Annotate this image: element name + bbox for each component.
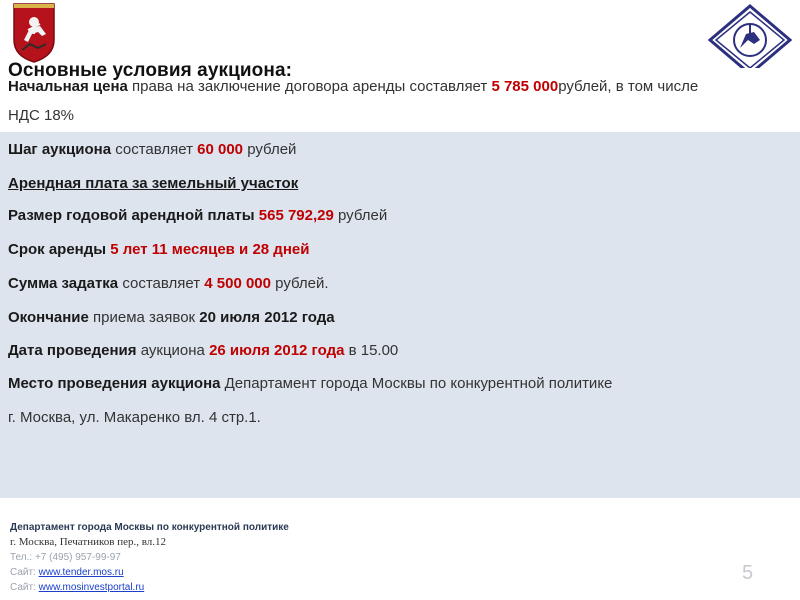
condition-venue-address: [8, 408, 261, 428]
auction-conditions-panel: [0, 68, 800, 438]
value-auction-date: 26 июля 2012 года: [209, 342, 345, 359]
text-vat: НДС 18%: [8, 107, 75, 124]
footer-phone: Тел.: +7 (495) 957-99-97: [10, 552, 121, 563]
footer-link-investportal[interactable]: www.mosinvestportal.ru: [38, 582, 145, 593]
text-auction-date: аукциона: [136, 342, 210, 359]
text-initial-price: права на заключение договора аренды составляет: [127, 78, 492, 95]
label-lease-term: Срок аренды: [8, 241, 107, 258]
label-venue: Место проведения аукциона: [8, 375, 221, 392]
text-deposit-suffix: рублей.: [271, 275, 329, 292]
condition-annual-rent: [8, 206, 387, 226]
value-auction-step: 60 000: [197, 141, 244, 158]
footer-site-2: [10, 580, 289, 595]
footer-site-1-prefix: Сайт:: [10, 567, 39, 578]
footer-contacts: [10, 520, 289, 595]
text-auction-step: составляет: [111, 141, 198, 158]
condition-lease-term: [8, 240, 309, 260]
page-number: 5: [742, 562, 754, 584]
text-venue-address: г. Москва, ул. Макаренко вл. 4 стр.1.: [8, 409, 261, 426]
condition-initial-price-vat: [8, 106, 74, 126]
condition-land-rent-heading: [8, 174, 298, 194]
footer-site-2-prefix: Сайт:: [10, 582, 39, 593]
condition-deposit: [8, 274, 329, 294]
text-initial-price-suffix: рублей, в том числе: [558, 78, 699, 95]
text-venue: Департамент города Москвы по конкурентной политике: [220, 375, 613, 392]
label-annual-rent: Размер годовой арендной платы: [8, 207, 255, 224]
footer-department: Департамент города Москвы по конкурентной политике: [10, 522, 289, 533]
text-deposit: составляет: [118, 275, 205, 292]
footer-link-tender[interactable]: www.tender.mos.ru: [38, 567, 124, 578]
footer-site-1: [10, 565, 289, 580]
condition-auction-date: [8, 341, 398, 361]
value-deposit: 4 500 000: [204, 275, 271, 292]
value-initial-price: 5 785 000: [491, 78, 559, 95]
label-land-rent: Арендная плата за земельный участок: [8, 175, 299, 192]
footer-address: г. Москва, Печатников пер., вл.12: [10, 536, 167, 548]
text-auction-time: в 15.00: [344, 342, 399, 359]
condition-auction-venue: [8, 374, 612, 394]
label-deadline: Окончание: [8, 309, 89, 326]
label-initial-price: Начальная цена: [8, 78, 128, 95]
label-auction-date: Дата проведения: [8, 342, 137, 359]
value-lease-term: 5 лет 11 месяцев и 28 дней: [110, 241, 310, 258]
page-title: Основные условия аукциона:: [8, 60, 293, 81]
text-auction-step-suffix: рублей: [243, 141, 297, 158]
text-deadline: приема заявок: [88, 309, 200, 326]
value-annual-rent: 565 792,29: [258, 207, 334, 224]
diamond-emblem-icon: [708, 4, 792, 76]
moscow-coat-of-arms-icon: [10, 0, 58, 64]
label-deposit: Сумма задатка: [8, 275, 119, 292]
value-deadline: 20 июля 2012 года: [199, 309, 335, 326]
condition-auction-step: [8, 140, 296, 160]
label-auction-step: Шаг аукциона: [8, 141, 112, 158]
text-annual-rent-suffix: рублей: [333, 207, 388, 224]
condition-application-deadline: [8, 308, 335, 328]
